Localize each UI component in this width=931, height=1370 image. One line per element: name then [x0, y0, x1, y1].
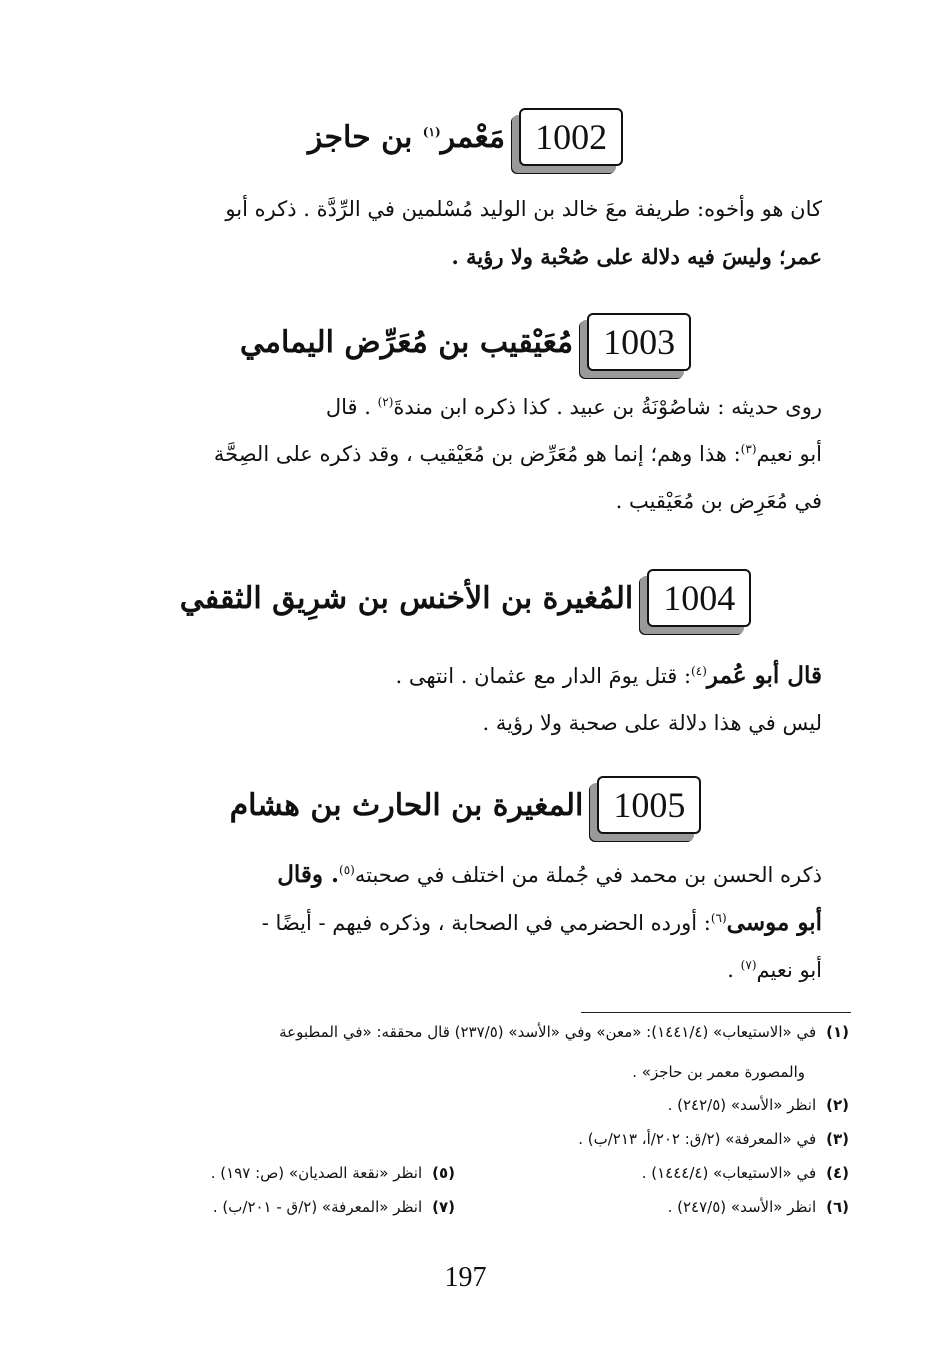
entry-number-box: 1003 [587, 313, 691, 371]
entry-1002-text: كان هو وأخوه: طريفة معَ خالد بن الوليد مُسْلمين في الرِّدَّة . ذكره أبو عمر؛ وليسَ فيه دلالة على صُحْبة ولا رؤية . [225, 197, 822, 269]
entry-heading: مَعْمر$^{(١)}$ بن حاجز [307, 119, 506, 155]
entry-1004-text: قال أبو عُمر$^{(٤)}$: قتل يومَ الدار مع عثمان . انتهى . ليس في هذا دلالة على صحبة ولا رؤية . [395, 662, 822, 735]
entry-heading: مُعَيْقيب بن مُعَرِّض اليمامي [239, 324, 574, 360]
footnote-1: (١)في «الاستيعاب» (١٤٤١/٤): «معن» وفي «الأسد» (٢٣٧/٥) قال محققه: «في المطبوعة [279, 1023, 849, 1041]
footnote-7: (٧)انظر «المعرفة» (٢/ق - ٢٠١/ب) . [212, 1198, 455, 1216]
entry-number-box: 1004 [647, 569, 751, 627]
footnote-6: (٦)انظر «الأسد» (٢٤٧/٥) . [667, 1198, 849, 1216]
footnote-1-continued: والمصورة معمر بن حاجز» . [632, 1063, 805, 1081]
entry-1003-text: روى حديثه : شاصُوْنَةُ بن عبيد . كذا ذكره ابن مندةَ$^{(٢)}$ . قال أبو نعيم$^{(٣)}$: هذا وهم؛ إنما هو مُعَرِّض بن مُعَيْقيب ، وقد ذكره على الصِحَّة في مُعَرِض بن مُعَيْقيب . [213, 395, 822, 513]
entry-heading: المغيرة بن الحارث بن هشام [229, 787, 584, 823]
entry-1004-header [0, 569, 931, 627]
entry-number-box: 1005 [597, 776, 701, 834]
entry-number-box: 1002 [519, 108, 623, 166]
footnote-separator [581, 1012, 851, 1013]
entry-1003-header [0, 313, 931, 371]
entry-1005-header [0, 776, 931, 834]
footnote-4: (٤)في «الاستيعاب» (١٤٤٤/٤) . [641, 1164, 849, 1182]
footnote-2: (٢)انظر «الأسد» (٢٤٢/٥) . [667, 1096, 849, 1114]
entry-1002-header [0, 108, 931, 166]
page-number: 197 [444, 1262, 487, 1293]
entry-heading: المُغيرة بن الأخنس بن شرِيق الثقفي [179, 580, 634, 616]
entry-1005-text: ذكره الحسن بن محمد في جُملة من اختلف في صحبته$^{(٥)}$. وقال أبو موسى$^{(٦)}$: أورده الحضرمي في الصحابة ، وذكره فيهم - أيضًا - أبو نعيم$^{(٧)}$ . [261, 861, 822, 982]
footnote-5: (٥)انظر «نقعة الصديان» (ص: ١٩٧) . [210, 1164, 455, 1182]
footnote-3: (٣)في «المعرفة» (٢/ق: ٢٠٢/أ، ٢١٣/ب) . [578, 1130, 849, 1148]
